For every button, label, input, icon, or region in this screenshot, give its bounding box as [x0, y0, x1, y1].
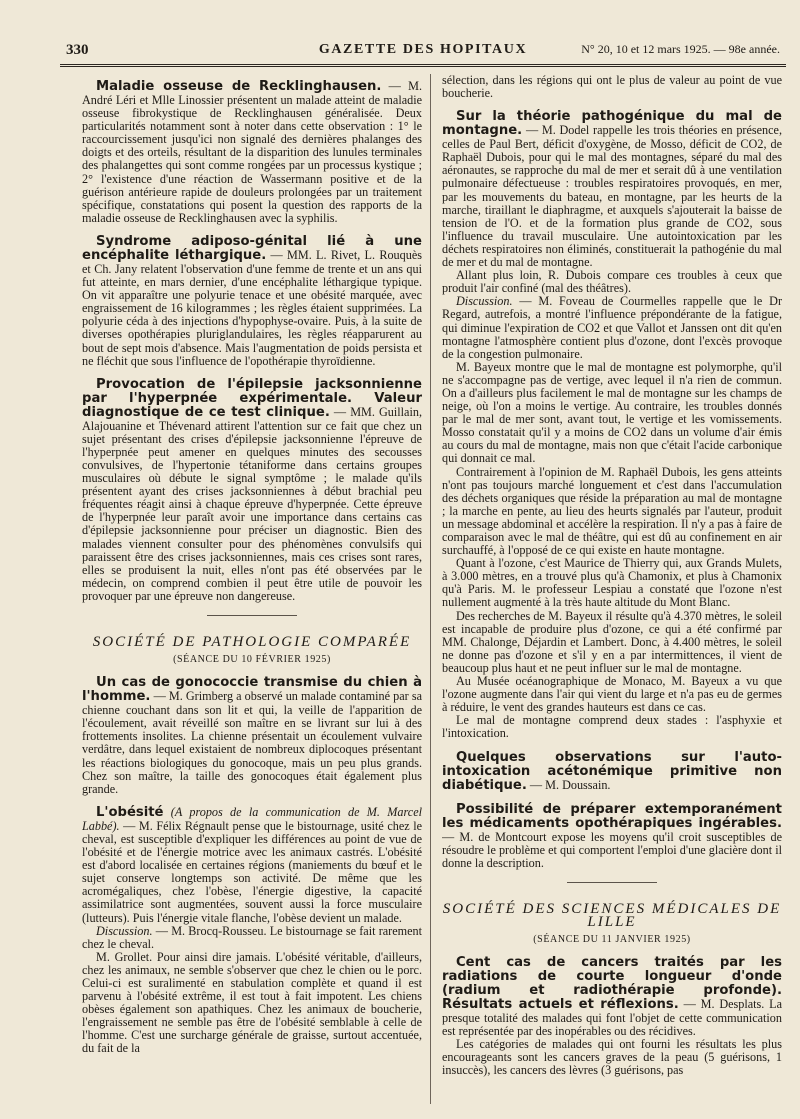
article-title: Quelques observations sur l'auto-intoxication acétonémique primitive non diabétique. — [442, 749, 782, 793]
article-recklinghausen — [82, 80, 422, 225]
article-obesite — [82, 806, 422, 1056]
session-date: (SÉANCE DU 10 FÉVRIER 1925) — [173, 654, 331, 666]
discussion-label: Discussion. — [96, 923, 153, 938]
article-title: L'obésité — [96, 804, 164, 820]
article-paragraph: Contrairement à l'opinion de M. Raphaël Dubois, les gens atteints n'ont pas toujours marché longuement et c'est dans l'accumulation des déchets organiques que réside la préparation au mal de montagne ; la marche en pente, au lieu des heurts signalés par l'auteur, produit un message abdominal et accélère la respiration. Il n'y a pas à faire de comparaison avec le mal de théâtre, qui est dû au confinement en air surchauffé, à l'opposé de ce qui existe en haute montagne. — [442, 464, 782, 558]
article-paragraph: Quant à l'ozone, c'est Maurice de Thierry qui, aux Grands Mulets, à 3.000 mètres, en a trouvé plus qu'à Chamonix, et plus à Chamonix qu'à Paris. M. le professeur Lespiau a constaté que l'ozone n'est nullement augmenté à la très haute altitude du Mont Blanc. — [442, 556, 782, 610]
article-text: — M. André Léri et Mlle Linossier présentent un malade atteint de maladie osseuse fibrokystique de Recklinghausen généralisée. Deux particularités notamment sont à noter dans cette observation : 1° le raccourcissement jusqu'ici non signalé des dernières phalanges des doigts et des orteils, résultant de la disparition des lunules terminales des phalangettes qui sont comme rongées par un processus kystique ; 2° l'existence d'une réaction de Wassermann positive et de la guérison antérieure rapide de douleurs prolongées par un traitement spécifique, constatations qui posent la question des rapports de la maladie osseuse de Recklinghausen avec la syphilis. — [82, 79, 422, 225]
article-title: Possibilité de préparer extemporanément les médicaments opothérapiques ingérables. — [442, 801, 782, 831]
page-number: 330 — [66, 42, 89, 58]
article-paragraph: Allant plus loin, R. Dubois compare ces troubles à ceux que produit l'air confiné (mal des théâtres). — [442, 268, 782, 296]
article-continuation: sélection, dans les régions qui ont le plus de valeur au point de vue boucherie. — [442, 74, 782, 101]
article-text: — M. Félix Régnault pense que le bistournage, usité chez le cheval, est susceptible d'expliquer les différences au point de vue de l'obésité et de l'énergie motrice avec les animaux castrés. L'obésité est d'abord localisée en certaines régions (maniements du bœuf et le sujet conserve longtemps son activité. De même que les acromégaliques, chez l'obèse, l'énergie digestive, la capacité assimilatrice sont augmentées, souvent aussi la force musculaire (lutteurs). Puis l'énergie vitale flanche, l'obèse devient un malade. — [82, 818, 422, 925]
article-paragraph: Des recherches de M. Bayeux il résulte qu'à 4.370 mètres, le soleil est incapable de produire plus d'ozone, ce qui a été confirmé par MM. Chalonge, Déjardin et Lambert. Donc, à 4.400 mètres, le soleil ne donne pas d'ozone et s'il y en a par intermittences, il vient de beaucoup plus haut et ne peut influer sur le mal de montagne. — [442, 608, 782, 675]
discussion-label: Discussion. — [456, 294, 513, 309]
article-paragraph: Le mal de montagne comprend deux stades : l'asphyxie et l'intoxication. — [442, 713, 782, 741]
journal-title: GAZETTE DES HOPITAUX — [318, 42, 528, 57]
article-syndrome-adiposo-genital — [82, 235, 422, 368]
column-divider — [430, 74, 431, 1104]
article-title: Un cas de gonococcie transmise du chien à l'homme. — [82, 675, 422, 705]
article-auto-intoxication — [442, 751, 782, 793]
left-column — [82, 74, 422, 1114]
article-title: Sur la théorie pathogénique du mal de montagne. — [442, 109, 782, 139]
article-text: — M. Desplats. La presque totalité des malades qui font l'objet de cette communication est représentée par des inopérables ou des récidives. — [442, 997, 782, 1039]
article-paragraph: M. Bayeux montre que le mal de montagne est polymorphe, qu'il ne s'accompagne pas de vertige, avec lequel il n'a rien de commun. On a d'ailleurs plus facilement le mal de montagne sur les champs de neige, où l'on a moins le vertige. Au contraire, les troubles donnés par le mal de mer sont, avant tout, le vertige et les vomissements. Mosso constatait qu'il y a moins de CO2 dans un volume d'air émis au cours du mal de montagne, mais non que c'était l'acide carbonique qui donnait ce mal. — [442, 359, 782, 466]
right-column — [442, 74, 782, 1114]
society-heading: SOCIÉTÉ DE PATHOLOGIE COMPARÉE — [92, 634, 412, 650]
article-text: — M. Grimberg a observé un malade contaminé par sa chienne couchant dans son lit et qui, la veille de l'apparition de l'écoulement, avait réveillé son maître en se livrant sur lui à des frottements insolites. La chienne présentait un écoulement vulvaire verdâtre, dans lequel existaient de nombreux diplocoques présentant les réactions biologiques du gonocoque, mais un peu plus grands. Chez son maître, la taille des gonocoques était également plus grande. — [82, 689, 422, 796]
discussion-text: M. Grollet. Pour ainsi dire jamais. L'obésité véritable, d'ailleurs, chez les animaux, ne semble s'observer que chez le chien ou le porc. Celui-ci est suralimenté en stabulation complète et quand il est parvenu à l'obésité extrême, il est tout à fait impotent. Les chiens obèses également son apathiques. Chez les animaux de boucherie, l'engraissement ne semble pas être de l'obésité semblable à celle de l'homme. C'est une surcharge générale de graisse, surtout accentuée, du fait de la — [82, 949, 422, 1056]
section-rule — [207, 615, 297, 616]
discussion-text: — M. Foveau de Courmelles rappelle que le Dr Regard, autrefois, a montré l'influence prépondérante de la fatigue, qui diminue l'expiration de CO2 et que Vallot et Janssen ont dit qu'en montagne l'atmosphère contient plus d'ozone, dont l'excès provoque de la congestion pulmonaire. — [442, 294, 782, 361]
article-title: Maladie osseuse de Recklinghausen. — [96, 79, 382, 94]
article-text: — M. Dodel rappelle les trois théories en présence, celles de Paul Bert, déficit d'oxygène, de Mosso, déficit de CO2, de Raphaël Dubois, pour qui le mal des montagnes, séparé du mal des aéronautes, se rapproche du mal de mer et serait dû à une ventilation pulmonaire défectueuse : troubles respiratoires provoqués, en mer, par les mouvements du bateau, en montagne, par les heurts de la marche, tiraillant le diaphragme, et auxquels s'ajouterait la baisse de tension de l'O. et de la formation plus grande de CO2, sous l'influence du travail musculaire. Une autointoxication par les déchets respiratoires non éliminés, constituerait la pathogénie du mal de mer et du mal de montagne. — [442, 123, 782, 270]
article-title: Syndrome adiposo-génital lié à une encéphalite léthargique. — [82, 233, 422, 263]
article-text: — MM. L. Rivet, L. Rouquès et Ch. Jany relatent l'observation d'une femme de trente et un ans qui fut atteinte, en mars dernier, d'une encéphalite léthargique typique. On vit apparaître une polyurie tenace et une obésité marquée, avec engraissement de 16 kilogrammes ; les règles étaient supprimées. La polyurie céda à des injections d'hypophyse-ovaire. Puis, à la suite de diverses opothérapies pluriglandulaires, les règles réapparurent au bout de sept mois d'absence. Mais l'augmentation de poids persista et ne fléchit que sous l'influence de l'opothérapie thyroïdienne. — [82, 247, 422, 368]
session-date: (SÉANCE DU 11 JANVIER 1925) — [533, 933, 691, 945]
article-medicaments-opotherapiques — [442, 803, 782, 870]
article-epilepsie-jacksonnienne — [82, 378, 422, 603]
society-heading: SOCIÉTÉ DES SCIENCES MÉDICALES DE LILLE — [442, 900, 782, 930]
article-paragraph: Au Musée océanographique de Monaco, M. Bayeux a vu que l'ozone augmente dans l'air qui vient du large et n'a pas eu de germes à réduire, le vent des grandes hauteurs est dans ce cas. — [442, 674, 782, 715]
article-text: — M. de Montcourt expose les moyens qu'il croit susceptibles de résoudre le problème et qui comportent l'emploi d'une glacière dont il donne la description. — [442, 829, 782, 870]
article-text: — M. Doussain. — [529, 777, 611, 792]
article-title: Provocation de l'épilepsie jacksonnienne par l'hyperpnée expérimentale. Valeur diagnostique de ce test clinique. — [82, 376, 422, 420]
discussion-text: — M. Brocq-Rousseu. Le bistournage se fait rarement chez le cheval. — [82, 923, 422, 951]
page-header — [60, 34, 786, 67]
section-rule — [567, 882, 657, 883]
article-subtitle: (A propos de la communication de M. Marcel Labbé). — [82, 804, 422, 833]
article-text: — MM. Guillain, Alajouanine et Thévenard attirent l'attention sur ce fait que chez un sujet présentant des crises d'épilepsie jacksonnienne l'épreuve de l'hyperpnée peut amener en quelques minutes des secousses convulsives, de l'hypertonie tétaniforme dans certains groupes musculaires où débute le signal symptôme ; le malade qu'ils présentent ayant des crises jacksonniennes à début brachial peu fréquentes réagit ainsi à chaque épreuve d'hyperpnée. Cette épreuve de l'hyperpnée leur paraît avoir une importance dans certains cas d'épilepsie jacksonnienne pour préciser un diagnostic. Bien des malades viennent consulter pour des phénomènes convulsifs qui paraissent être des crises jacksonniennes, mais ces crises sont rares, elles se produisent la nuit, elles n'ont pas été observées par le médecin, on comprend combien il peut être utile de pouvoir les provoquer par une épreuve non dangereuse. — [82, 404, 422, 603]
article-mal-de-montagne — [442, 110, 782, 740]
article-title: Cent cas de cancers traités par les radiations de courte longueur d'onde (radium et radiothérapie profonde). Résultats actuels et réflexions. — [442, 955, 782, 1013]
article-paragraph: Les catégories de malades qui ont fourni les résultats les plus encourageants sont les cancers graves de la peau (5 guérisons, 1 insuccès), les cancers des lèvres (3 guérisons, pas — [442, 1037, 782, 1078]
article-cent-cas-cancers — [442, 956, 782, 1077]
issue-info: N° 20, 10 et 12 mars 1925. — 98e année. — [581, 42, 780, 56]
article-gonococcie — [82, 676, 422, 796]
